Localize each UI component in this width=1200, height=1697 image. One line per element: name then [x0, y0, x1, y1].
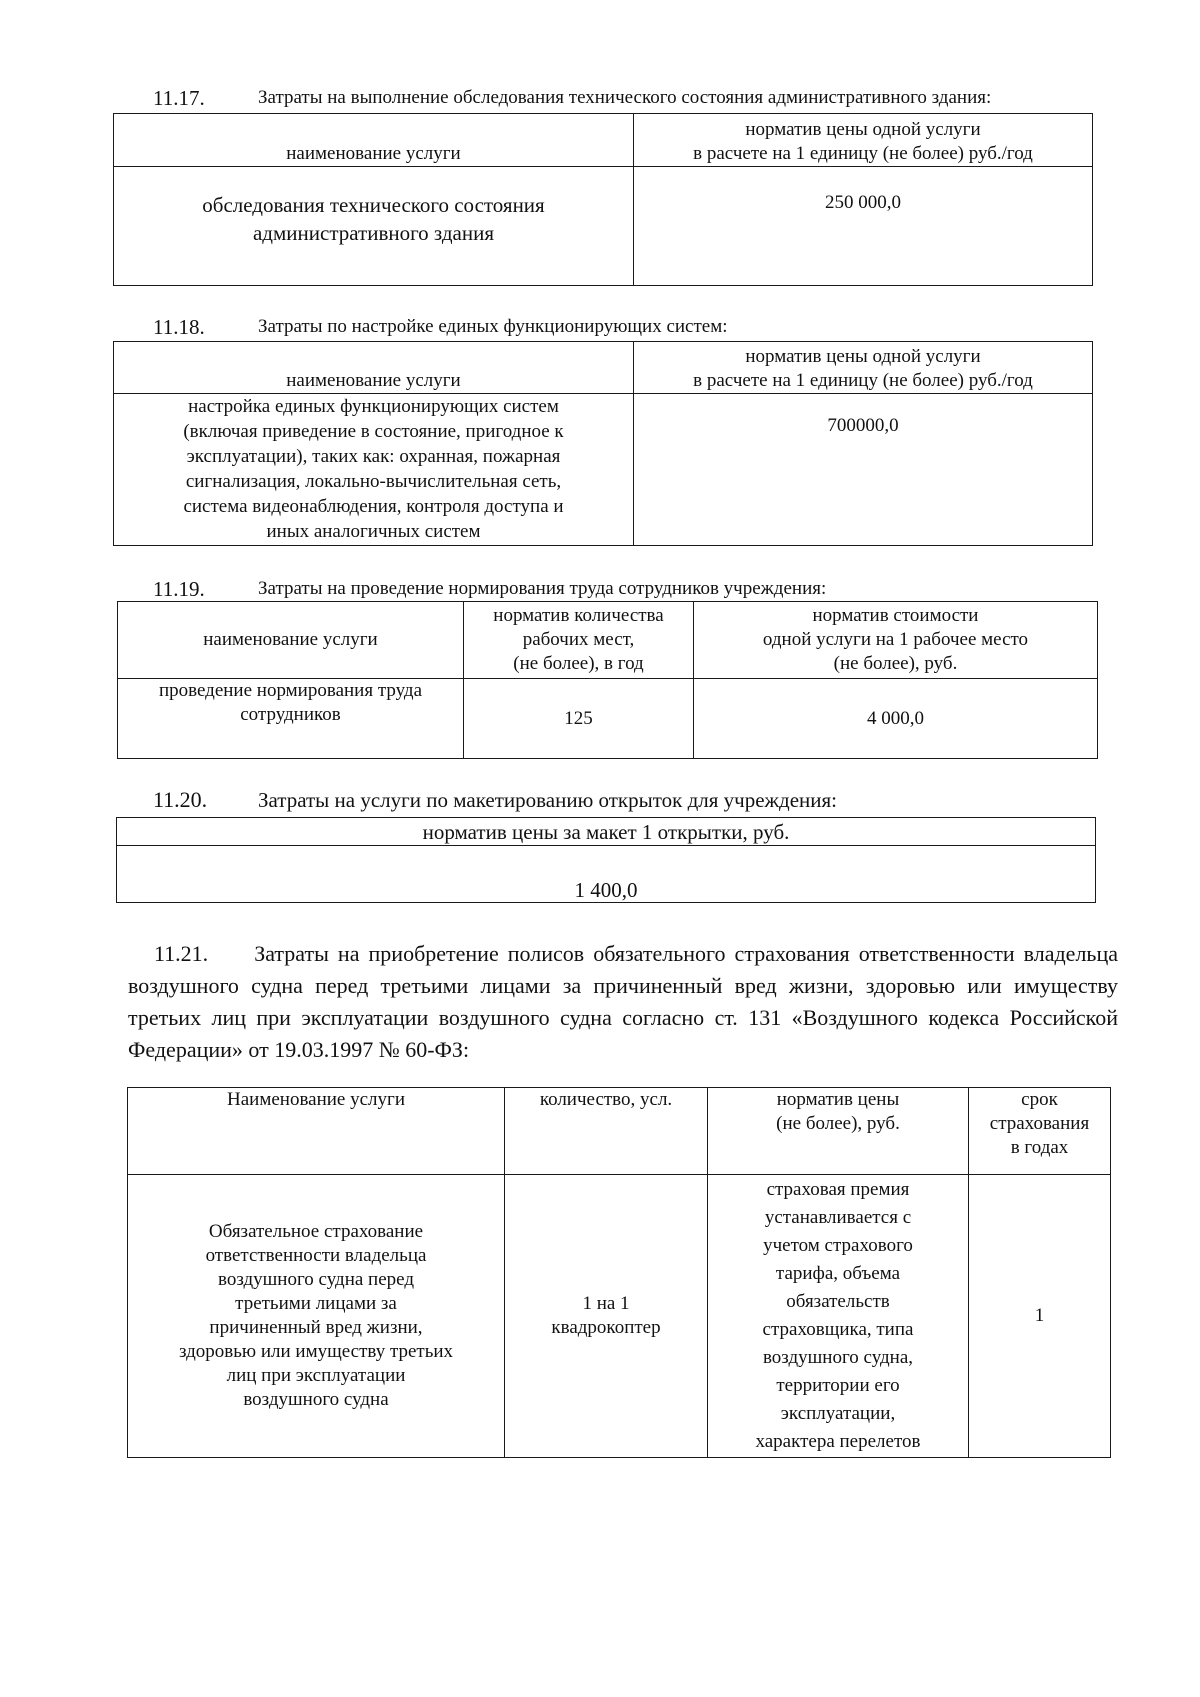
- section-number: 11.17.: [153, 86, 205, 110]
- table-11-20: [116, 817, 1096, 903]
- cell-price-description: страховая премия устанавливается с учетом страхового тарифа, объема обязательств страховщика, типа воздушного судна, территории его эксплуатации, характера перелетов: [708, 1175, 969, 1458]
- cell-service-name: обследования технического состояния административного здания: [114, 167, 634, 286]
- cell-workplaces-count: 125: [464, 679, 694, 759]
- header-cell-insurance-term: срок страхования в годах: [969, 1088, 1111, 1175]
- section-title: Затраты на услуги по макетированию открыток для учреждения:: [258, 788, 838, 812]
- section-title: Затраты по настройке единых функционирующих систем:: [258, 316, 728, 337]
- section-number: 11.18.: [153, 315, 205, 339]
- section-number: 11.20.: [153, 787, 208, 812]
- cell-service-name: настройка единых функционирующих систем (включая приведение в состояние, пригодное к эксплуатации), таких как: охранная, пожарная сигнализация, локально-вычислительная сеть, система видеонаблюдения, контроля доступа и иных аналогичных систем: [114, 394, 634, 546]
- section-number: 11.19.: [153, 577, 205, 601]
- header-cell-cost-norm: норматив стоимости одной услуги на 1 рабочее место (не более), руб.: [694, 602, 1098, 679]
- header-cell-service-name: Наименование услуги: [128, 1088, 505, 1175]
- section-11-19-heading: [153, 577, 1143, 603]
- section-11-20-heading: [153, 788, 1143, 816]
- cell-insurance-term: 1: [969, 1175, 1111, 1458]
- cell-quantity: 1 на 1 квадрокоптер: [505, 1175, 708, 1458]
- cell-price-value: 700000,0: [634, 394, 1093, 546]
- section-11-18-heading: [153, 315, 1143, 341]
- cell-cost-value: 4 000,0: [694, 679, 1098, 759]
- header-cell-price-norm: норматив цены одной услуги в расчете на 1 единицу (не более) руб./год: [634, 114, 1093, 167]
- section-number: 11.21.: [154, 941, 209, 966]
- table-11-21: [127, 1087, 1111, 1458]
- table-11-17: [113, 113, 1093, 286]
- cell-postcard-price-value: 1 400,0: [117, 846, 1096, 903]
- table-11-18: [113, 341, 1093, 546]
- header-cell-workplaces-norm: норматив количества рабочих мест, (не более), в год: [464, 602, 694, 679]
- cell-price-value: 250 000,0: [634, 167, 1093, 286]
- header-cell-service-name: наименование услуги: [118, 602, 464, 679]
- header-cell-service-name: наименование услуги: [114, 342, 634, 394]
- section-11-21-paragraph: [128, 938, 1118, 1066]
- header-cell-postcard-price: норматив цены за макет 1 открытки, руб.: [117, 818, 1096, 846]
- header-cell-price-norm: норматив цены (не более), руб.: [708, 1088, 969, 1175]
- header-cell-service-name: наименование услуги: [114, 114, 634, 167]
- header-cell-quantity: количество, усл.: [505, 1088, 708, 1175]
- section-title: Затраты на проведение нормирования труда сотрудников учреждения:: [258, 578, 827, 599]
- table-11-19: [117, 601, 1098, 759]
- section-11-17-heading: [153, 86, 1143, 112]
- section-title: Затраты на выполнение обследования технического состояния административного здания:: [258, 87, 992, 108]
- header-cell-price-norm: норматив цены одной услуги в расчете на 1 единицу (не более) руб./год: [634, 342, 1093, 394]
- cell-service-name: проведение нормирования труда сотрудников: [118, 679, 464, 759]
- section-text: Затраты на приобретение полисов обязательного страхования ответственности владельца воздушного судна перед третьими лицами за причиненный вред жизни, здоровью или имуществу третьих лиц при эксплуатации воздушного судна согласно ст. 131 «Воздушного кодекса Российской Федерации» от 19.03.1997 № 60-ФЗ:: [128, 941, 1118, 1062]
- cell-service-name: Обязательное страхование ответственности владельца воздушного судна перед третьими лицами за причиненный вред жизни, здоровью или имуществу третьих лиц при эксплуатации воздушного судна: [128, 1175, 505, 1458]
